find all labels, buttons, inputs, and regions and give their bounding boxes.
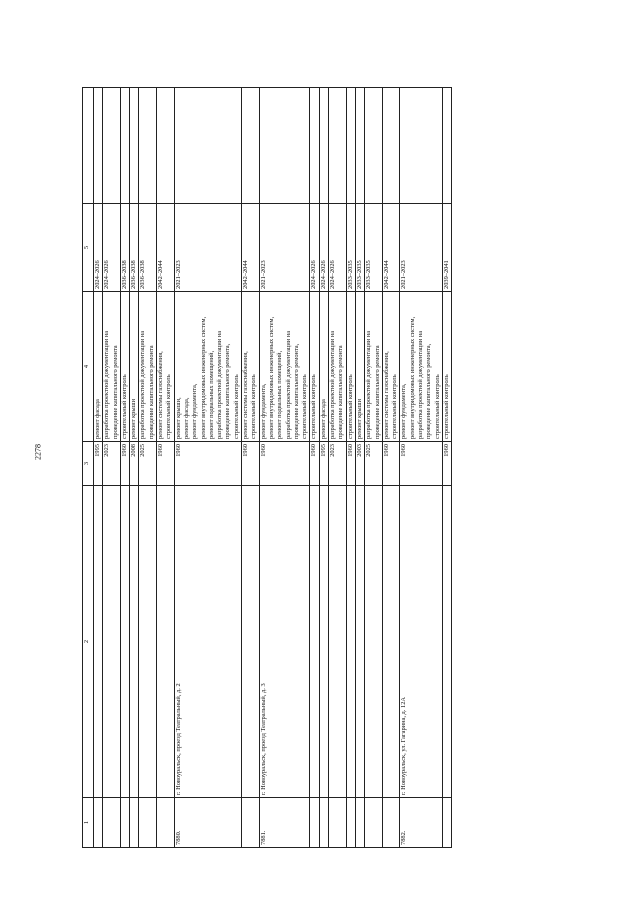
work-cell: ремонт фундамента, ремонт внутридомовых инженерных систем, разработка проектной документации на проведение капитального ремонта, строительный контроль bbox=[400, 292, 442, 442]
table-row bbox=[139, 88, 157, 848]
year-cell: 1960 bbox=[346, 442, 355, 486]
work-cell: строительный контроль bbox=[120, 292, 129, 442]
year-cell: 1960 bbox=[174, 442, 241, 486]
address-cell bbox=[442, 486, 451, 798]
work-cell: разработка проектной документации на проведение капитального ремонта bbox=[103, 292, 121, 442]
period-cell: 2033–2035 bbox=[346, 204, 355, 292]
work-cell: строительный контроль bbox=[310, 292, 319, 442]
empty-cell bbox=[400, 88, 442, 204]
work-cell: строительный контроль bbox=[346, 292, 355, 442]
row-number bbox=[319, 798, 328, 848]
year-cell: 2025 bbox=[139, 442, 157, 486]
period-cell: 2033–2035 bbox=[355, 204, 364, 292]
row-number bbox=[103, 798, 121, 848]
work-cell: разработка проектной документации на проведение капитального ремонта bbox=[329, 292, 347, 442]
empty-cell bbox=[103, 88, 121, 204]
table-row bbox=[242, 88, 260, 848]
table-row bbox=[319, 88, 328, 848]
period-cell: 2042–2044 bbox=[157, 204, 175, 292]
address-cell: г. Новоуральск, проезд Театральный, д. 2 bbox=[174, 486, 241, 798]
address-cell bbox=[139, 486, 157, 798]
table-row bbox=[442, 88, 451, 848]
table-row bbox=[130, 88, 139, 848]
table-row bbox=[94, 88, 103, 848]
work-cell: ремонт системы газоснабжения, строительный контроль bbox=[242, 292, 260, 442]
header-col-empty bbox=[83, 88, 94, 204]
year-cell: 1960 bbox=[442, 442, 451, 486]
year-cell: 1960 bbox=[242, 442, 260, 486]
header-col-3: 3 bbox=[83, 442, 94, 486]
table-row bbox=[157, 88, 175, 848]
table-row bbox=[400, 88, 442, 848]
year-cell: 1960 bbox=[259, 442, 310, 486]
empty-cell bbox=[382, 88, 400, 204]
year-cell: 1960 bbox=[310, 442, 319, 486]
address-cell bbox=[242, 486, 260, 798]
empty-cell bbox=[259, 88, 310, 204]
empty-cell bbox=[94, 88, 103, 204]
table-row bbox=[365, 88, 383, 848]
address-cell bbox=[365, 486, 383, 798]
year-cell: 1960 bbox=[382, 442, 400, 486]
work-cell: ремонт системы газоснабжения, строительный контроль bbox=[382, 292, 400, 442]
table-row bbox=[382, 88, 400, 848]
year-cell: 1995 bbox=[94, 442, 103, 486]
work-cell: ремонт системы газоснабжения, строительный контроль bbox=[157, 292, 175, 442]
work-cell: разработка проектной документации на проведение капитального ремонта bbox=[139, 292, 157, 442]
year-cell: 2025 bbox=[365, 442, 383, 486]
period-cell: 2024–2026 bbox=[310, 204, 319, 292]
address-cell: г. Новоуральск, проезд Театральный, д. 3 bbox=[259, 486, 310, 798]
row-number bbox=[310, 798, 319, 848]
header-col-2: 2 bbox=[83, 486, 94, 798]
row-number: 7882. bbox=[400, 798, 442, 848]
row-number bbox=[157, 798, 175, 848]
table-row bbox=[346, 88, 355, 848]
header-col-1: 1 bbox=[83, 798, 94, 848]
address-cell bbox=[157, 486, 175, 798]
row-number bbox=[242, 798, 260, 848]
row-number bbox=[365, 798, 383, 848]
work-cell: ремонт фасада bbox=[319, 292, 328, 442]
row-number bbox=[442, 798, 451, 848]
address-cell bbox=[103, 486, 121, 798]
work-cell: ремонт крыши, ремонт фасада, ремонт фундамента, ремонт внутридомовых инженерных систем, ремонт подвальных помещений, разработка проектной документации на проведение капитального ремонта, строительный контроль bbox=[174, 292, 241, 442]
empty-cell bbox=[329, 88, 347, 204]
document-table-rotated bbox=[82, 88, 598, 848]
address-cell bbox=[130, 486, 139, 798]
row-number: 7880. bbox=[174, 798, 241, 848]
work-cell: строительный контроль bbox=[442, 292, 451, 442]
table-row bbox=[120, 88, 129, 848]
table-row bbox=[259, 88, 310, 848]
row-number bbox=[355, 798, 364, 848]
row-number bbox=[382, 798, 400, 848]
header-col-5: 5 bbox=[83, 204, 94, 292]
row-number bbox=[94, 798, 103, 848]
year-cell: 1995 bbox=[319, 442, 328, 486]
repair-schedule-table bbox=[82, 87, 452, 848]
period-cell: 2024–2026 bbox=[319, 204, 328, 292]
table-row bbox=[103, 88, 121, 848]
period-cell: 2036–2038 bbox=[139, 204, 157, 292]
row-number bbox=[120, 798, 129, 848]
table-row bbox=[310, 88, 319, 848]
address-cell bbox=[310, 486, 319, 798]
table-row bbox=[329, 88, 347, 848]
empty-cell bbox=[442, 88, 451, 204]
address-cell bbox=[382, 486, 400, 798]
address-cell bbox=[319, 486, 328, 798]
year-cell: 2023 bbox=[329, 442, 347, 486]
period-cell: 2024–2026 bbox=[94, 204, 103, 292]
period-cell: 2021–2023 bbox=[259, 204, 310, 292]
address-cell bbox=[329, 486, 347, 798]
empty-cell bbox=[319, 88, 328, 204]
row-number bbox=[329, 798, 347, 848]
empty-cell bbox=[139, 88, 157, 204]
period-cell: 2021–2023 bbox=[400, 204, 442, 292]
period-cell: 2039–2041 bbox=[442, 204, 451, 292]
year-cell: 1960 bbox=[120, 442, 129, 486]
address-cell: г. Новоуральск, ул. Гагарина, д. 12А bbox=[400, 486, 442, 798]
row-number bbox=[346, 798, 355, 848]
header-row bbox=[83, 88, 94, 848]
year-cell: 2008 bbox=[130, 442, 139, 486]
period-cell: 2036–2038 bbox=[130, 204, 139, 292]
work-cell: ремонт фундамента, ремонт внутридомовых инженерных систем, ремонт подвальных помещений, разработка проектной документации на проведение капитального ремонта, строительный контроль bbox=[259, 292, 310, 442]
empty-cell bbox=[120, 88, 129, 204]
table-body bbox=[94, 88, 452, 848]
header-col-4: 4 bbox=[83, 292, 94, 442]
period-cell: 2042–2044 bbox=[242, 204, 260, 292]
period-cell: 2036–2038 bbox=[120, 204, 129, 292]
row-number bbox=[139, 798, 157, 848]
empty-cell bbox=[346, 88, 355, 204]
row-number: 7881. bbox=[259, 798, 310, 848]
work-cell: ремонт крыши bbox=[130, 292, 139, 442]
address-cell bbox=[355, 486, 364, 798]
address-cell bbox=[120, 486, 129, 798]
empty-cell bbox=[355, 88, 364, 204]
page-number: 2278 bbox=[33, 444, 43, 460]
row-number bbox=[130, 798, 139, 848]
period-cell: 2021–2023 bbox=[174, 204, 241, 292]
work-cell: разработка проектной документации на проведение капитального ремонта bbox=[365, 292, 383, 442]
year-cell: 1960 bbox=[400, 442, 442, 486]
table-row bbox=[174, 88, 241, 848]
empty-cell bbox=[310, 88, 319, 204]
empty-cell bbox=[174, 88, 241, 204]
empty-cell bbox=[130, 88, 139, 204]
empty-cell bbox=[157, 88, 175, 204]
period-cell: 2024–2026 bbox=[103, 204, 121, 292]
table-row bbox=[355, 88, 364, 848]
work-cell: ремонт крыши bbox=[355, 292, 364, 442]
address-cell bbox=[94, 486, 103, 798]
address-cell bbox=[346, 486, 355, 798]
period-cell: 2024–2026 bbox=[329, 204, 347, 292]
work-cell: ремонт фасада bbox=[94, 292, 103, 442]
year-cell: 2003 bbox=[355, 442, 364, 486]
period-cell: 2033–2035 bbox=[365, 204, 383, 292]
year-cell: 2023 bbox=[103, 442, 121, 486]
empty-cell bbox=[242, 88, 260, 204]
empty-cell bbox=[365, 88, 383, 204]
year-cell: 1960 bbox=[157, 442, 175, 486]
period-cell: 2042–2044 bbox=[382, 204, 400, 292]
